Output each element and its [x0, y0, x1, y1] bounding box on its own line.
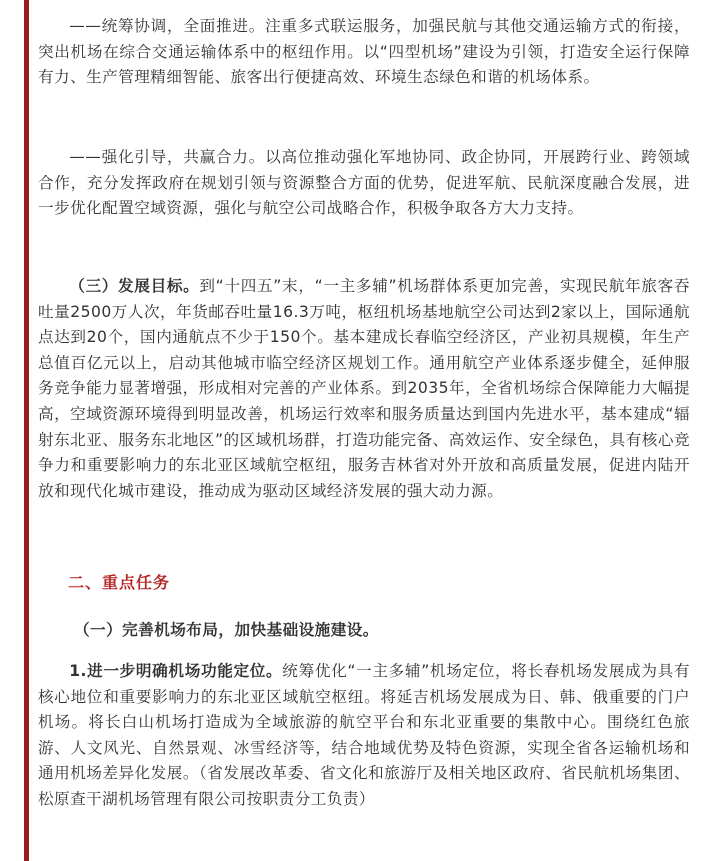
paragraph-airport-function [38, 659, 690, 813]
left-accent-bar [24, 0, 29, 861]
development-goals-body: 到“十四五”末，“一主多辅”机场群体系更加完善，实现民航年旅客吞吐量2500万人次，年货邮吞吐量16.3万吨，枢纽机场基地航空公司达到2家以上，国际通航点达到20个，国内通航点不少于150个。基本建成长春临空经济区，产业初具规模，年生产总值百亿元以上，启动其他城市临空经济区规划工作。通用航空产业体系逐步健全，延伸服务竞争能力显著增强，形成相对完善的产业体系。到2035年，全省机场综合保障能力大幅提高，空域资源环境得到明显改善，机场运行效率和服务质量达到国内先进水平，基本建成“辐射东北亚、服务东北地区”的区域机场群，打造功能完备、高效运作、安全绿色，具有核心竞争力和重要影响力的东北亚区域航空枢纽，服务吉林省对外开放和高质量发展，促进内陆开放和现代化城市建设，推动成为驱动区域经济发展的强大动力源。 [38, 277, 690, 500]
paragraph-guidance: ——强化引导，共赢合力。以高位推动强化军地协同、政企协同，开展跨行业、跨领域合作，充分发挥政府在规划引领与资源整合方面的优势，促进军航、民航深度融合发展，进一步优化配置空域资源，强化与航空公司战略合作，积极争取各方大力支持。 [38, 148, 690, 218]
paragraph-development-goals [38, 274, 690, 504]
airport-function-lead: 1.进一步明确机场功能定位。 [69, 662, 283, 680]
development-goals-lead: （三）发展目标。 [69, 277, 200, 295]
airport-function-body: 统筹优化“一主多辅”机场定位，将长春机场发展成为具有核心地位和重要影响力的东北亚区域航空枢纽。将延吉机场发展成为日、韩、俄重要的门户机场。将长白山机场打造成为全域旅游的航空平台和东北亚重要的集散中心。围绕红色旅游、人文风光、自然景观、冰雪经济等，结合地域优势及特色资源，实现全省各运输机场和通用机场差异化发展。（省发展改革委、省文化和旅游厅及相关地区政府、省民航机场集团、松原查干湖机场管理有限公司按职责分工负责） [38, 662, 690, 808]
subsection-heading-airport-layout: （一）完善机场布局，加快基础设施建设。 [74, 621, 379, 639]
paragraph-coordination: ——统筹协调，全面推进。注重多式联运服务，加强民航与其他交通运输方式的衔接，突出机场在综合交通运输体系中的枢纽作用。以“四型机场”建设为引领，打造安全运行保障有力、生产管理精细智能、旅客出行便捷高效、环境生态绿色和谐的机场体系。 [38, 17, 690, 87]
section-heading-key-tasks: 二、重点任务 [68, 573, 171, 592]
